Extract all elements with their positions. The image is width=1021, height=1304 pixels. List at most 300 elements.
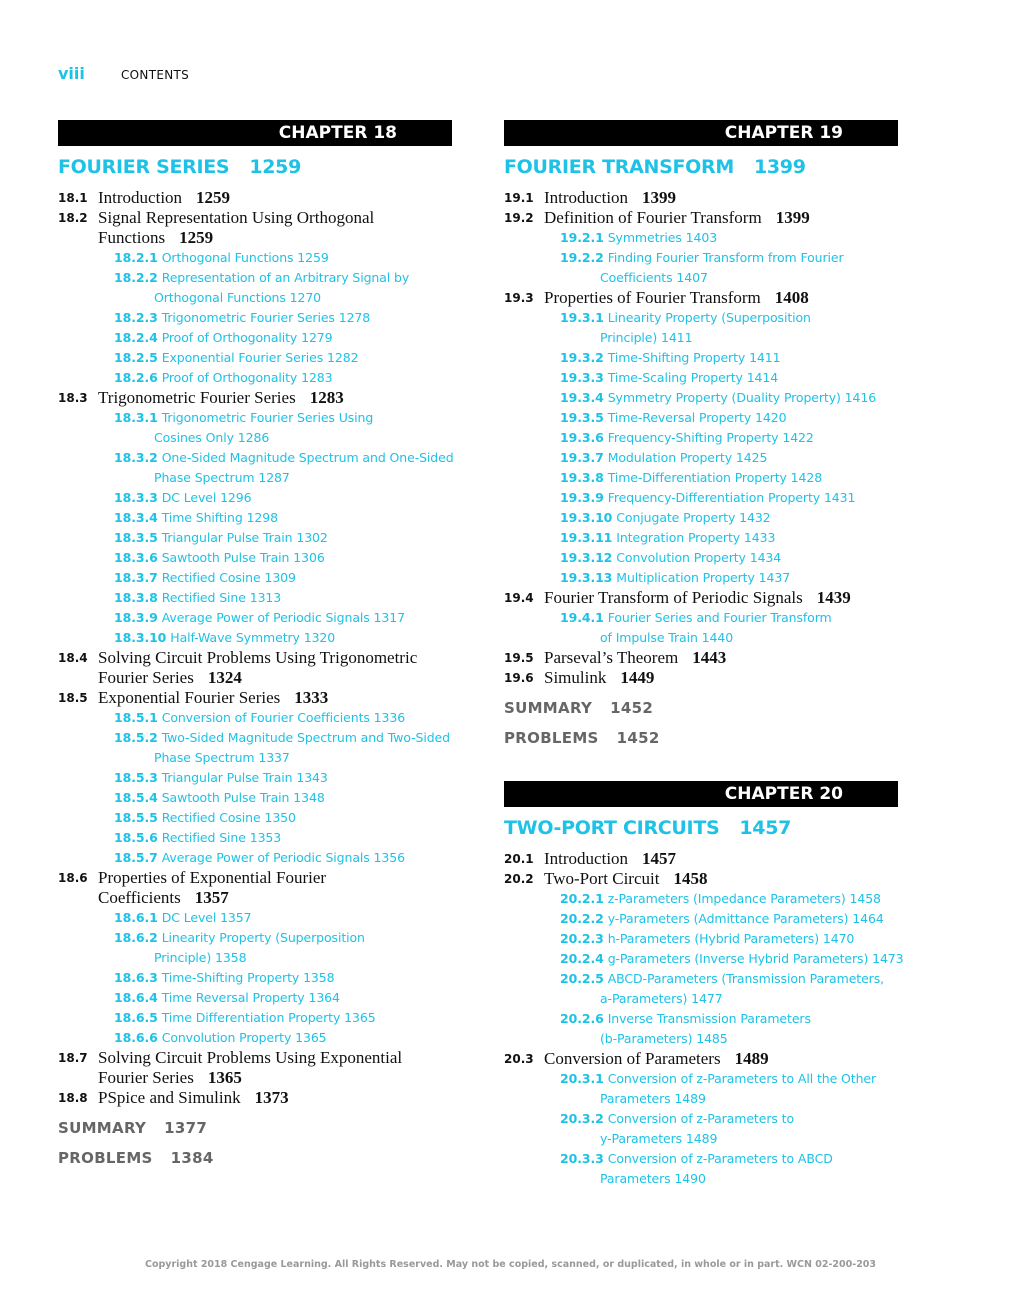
subsection-title[interactable]: Conversion of z-Parameters to All the Other	[607, 1071, 877, 1086]
subsection-title[interactable]: Symmetries 1403	[607, 230, 718, 245]
subsection-title[interactable]: Time-Scaling Property 1414	[607, 370, 779, 385]
section-title[interactable]	[544, 849, 676, 869]
summary-label[interactable]: SUMMARY	[58, 1119, 147, 1137]
subsection-row[interactable]	[504, 408, 898, 428]
subsection-title[interactable]: Frequency-Shifting Property 1422	[607, 430, 814, 445]
subsection-title-cont[interactable]: Orthogonal Functions 1270	[154, 290, 322, 305]
subsection-row[interactable]	[58, 408, 452, 428]
section-title-text[interactable]: Exponential Fourier Series	[98, 688, 281, 707]
subsection-title[interactable]: Trigonometric Fourier Series Using	[161, 410, 374, 425]
section-title[interactable]	[98, 188, 230, 208]
subsection-number: 18.3.6	[114, 550, 158, 565]
section-number: 18.1	[58, 191, 88, 205]
subsection-row[interactable]	[58, 568, 452, 588]
subsection-title[interactable]: ABCD-Parameters (Transmission Parameters,	[607, 971, 884, 986]
subsection-title-cont[interactable]: Principle) 1358	[154, 950, 247, 965]
section-row[interactable]	[58, 1048, 452, 1068]
summary-label[interactable]: SUMMARY	[504, 699, 593, 717]
subsection-title[interactable]: DC Level 1296	[161, 490, 252, 505]
problems-entry[interactable]	[504, 723, 898, 753]
subsection-title[interactable]: Proof of Orthogonality 1283	[161, 370, 333, 385]
section-title-cont[interactable]	[98, 228, 213, 248]
subsection-entry[interactable]	[560, 949, 904, 969]
subsection-number: 18.2.5	[114, 350, 158, 365]
subsection-title[interactable]: g-Parameters (Inverse Hybrid Parameters) 1473	[607, 951, 904, 966]
subsection-row[interactable]	[58, 448, 452, 468]
subsection-entry[interactable]	[114, 808, 296, 828]
subsection-row[interactable]	[58, 268, 452, 288]
chapter-title-page: 1399	[753, 156, 806, 178]
section-row[interactable]	[58, 688, 452, 708]
subsection-row[interactable]	[58, 368, 452, 388]
subsection-entry[interactable]	[560, 228, 717, 248]
section-number: 18.8	[58, 1091, 88, 1105]
section-title[interactable]	[98, 1048, 402, 1068]
subsection-number: 20.3.2	[560, 1111, 604, 1126]
subsection-continuation	[504, 989, 898, 1009]
subsection-number: 18.5.6	[114, 830, 158, 845]
subsection-title[interactable]: Time Reversal Property 1364	[161, 990, 340, 1005]
subsection-entry[interactable]	[560, 568, 790, 588]
section-title-text[interactable]: Fourier Transform of Periodic Signals	[544, 588, 803, 607]
subsection-title[interactable]: Conjugate Property 1432	[616, 510, 771, 525]
section-title[interactable]	[544, 588, 851, 608]
subsection-row[interactable]	[58, 1028, 452, 1048]
subsection-entry[interactable]	[114, 628, 335, 648]
subsection-entry[interactable]	[560, 408, 786, 428]
section-title[interactable]	[98, 688, 328, 708]
section-row[interactable]	[58, 648, 452, 668]
subsection-title[interactable]: Time-Shifting Property 1411	[607, 350, 781, 365]
subsection-title[interactable]: h-Parameters (Hybrid Parameters) 1470	[607, 931, 855, 946]
subsection-row[interactable]	[504, 929, 898, 949]
chapter-title-text: TWO-PORT CIRCUITS	[504, 817, 720, 839]
subsection-number: 18.3.3	[114, 490, 158, 505]
subsection-row[interactable]	[504, 969, 898, 989]
subsection-title[interactable]: Conversion of Fourier Coefficients 1336	[161, 710, 406, 725]
subsection-entry[interactable]	[114, 448, 454, 468]
subsection-number: 19.3.6	[560, 430, 604, 445]
section-title[interactable]	[544, 208, 810, 228]
subsection-title-cont[interactable]: Coefficients 1407	[600, 270, 708, 285]
subsection-title[interactable]: Time Shifting 1298	[161, 510, 278, 525]
subsection-row[interactable]	[58, 1008, 452, 1028]
section-title-text[interactable]: Signal Representation Using Orthogonal	[98, 208, 375, 227]
subsection-continuation	[504, 1089, 898, 1109]
subsection-entry[interactable]	[560, 969, 884, 989]
subsection-title[interactable]: Triangular Pulse Train 1302	[161, 530, 328, 545]
subsection-title[interactable]: Modulation Property 1425	[607, 450, 768, 465]
subsection-row[interactable]	[504, 448, 898, 468]
subsection-row[interactable]	[58, 928, 452, 948]
subsection-entry[interactable]	[114, 768, 328, 788]
chapter-title	[504, 807, 898, 849]
subsection-entry[interactable]	[114, 968, 334, 988]
subsection-row[interactable]	[504, 468, 898, 488]
section-title-text[interactable]: Definition of Fourier Transform	[544, 208, 762, 227]
subsection-row[interactable]	[58, 908, 452, 928]
subsection-continuation	[58, 948, 452, 968]
subsection-number: 19.3.13	[560, 570, 613, 585]
subsection-row[interactable]	[504, 548, 898, 568]
subsection-row[interactable]	[58, 528, 452, 548]
subsection-number: 18.5.7	[114, 850, 158, 865]
section-page: 1365	[207, 1068, 242, 1087]
subsection-entry[interactable]	[560, 448, 767, 468]
subsection-entry[interactable]	[114, 908, 252, 928]
subsection-row[interactable]	[58, 848, 452, 868]
subsection-entry[interactable]	[560, 248, 844, 268]
subsection-title[interactable]: z-Parameters (Impedance Parameters) 1458	[607, 891, 881, 906]
subsection-entry[interactable]	[114, 248, 329, 268]
section-row[interactable]	[58, 1088, 452, 1108]
section-title[interactable]	[544, 1049, 769, 1069]
subsection-title-cont[interactable]: Phase Spectrum 1287	[154, 470, 290, 485]
subsection-row[interactable]	[504, 308, 898, 328]
summary-page: 1452	[610, 699, 654, 717]
subsection-row[interactable]	[504, 608, 898, 628]
subsection-title[interactable]: Orthogonal Functions 1259	[161, 250, 329, 265]
subsection-entry[interactable]	[114, 788, 325, 808]
subsection-entry[interactable]	[114, 348, 358, 368]
subsection-title-cont[interactable]: Parameters 1490	[600, 1171, 706, 1186]
section-title-text[interactable]: Properties of Fourier Transform	[544, 288, 761, 307]
subsection-entry[interactable]	[114, 988, 340, 1008]
page-number: viii	[58, 64, 85, 83]
subsection-entry[interactable]	[560, 308, 811, 328]
subsection-entry[interactable]	[560, 1069, 876, 1089]
section-title-text[interactable]: Introduction	[544, 188, 629, 207]
subsection-entry[interactable]	[114, 508, 278, 528]
section-page: 1324	[207, 668, 242, 687]
subsection-entry[interactable]	[114, 848, 405, 868]
problems-label[interactable]: PROBLEMS	[504, 729, 599, 747]
subsection-number: 18.5.2	[114, 730, 158, 745]
subsection-title-cont[interactable]: Parameters 1489	[600, 1091, 706, 1106]
subsection-title-cont[interactable]: (b-Parameters) 1485	[600, 1031, 728, 1046]
section-title[interactable]	[98, 1088, 289, 1108]
section-title[interactable]	[544, 188, 676, 208]
subsection-title[interactable]: Inverse Transmission Parameters	[607, 1011, 811, 1026]
subsection-entry[interactable]	[114, 528, 328, 548]
subsection-title[interactable]: Conversion of z-Parameters to ABCD	[607, 1151, 833, 1166]
subsection-entry[interactable]	[560, 909, 884, 929]
subsection-entry[interactable]	[114, 268, 409, 288]
subsection-row[interactable]	[58, 708, 452, 728]
section-title-cont[interactable]	[98, 668, 242, 688]
subsection-row[interactable]	[58, 548, 452, 568]
chapter-label: CHAPTER 19	[504, 120, 898, 146]
subsection-title[interactable]: Two-Sided Magnitude Spectrum and Two-Sided	[161, 730, 450, 745]
subsection-title[interactable]: Rectified Cosine 1309	[161, 570, 296, 585]
section-page: 1357	[194, 888, 229, 907]
subsection-entry[interactable]	[560, 348, 780, 368]
subsection-row[interactable]	[58, 728, 452, 748]
subsection-title[interactable]: Integration Property 1433	[616, 530, 776, 545]
section-title[interactable]	[98, 868, 326, 888]
subsection-continuation	[504, 328, 898, 348]
subsection-row[interactable]	[58, 328, 452, 348]
subsection-number: 19.2.1	[560, 230, 604, 245]
subsection-title[interactable]: Linearity Property (Superposition	[161, 930, 365, 945]
subsection-title[interactable]: y-Parameters (Admittance Parameters) 1464	[607, 911, 884, 926]
subsection-entry[interactable]	[114, 728, 450, 748]
subsection-entry[interactable]	[560, 548, 781, 568]
subsection-row[interactable]	[504, 568, 898, 588]
subsection-row[interactable]	[504, 949, 904, 969]
problems-label[interactable]: PROBLEMS	[58, 1149, 153, 1167]
subsection-title-cont[interactable]: a-Parameters) 1477	[600, 991, 723, 1006]
section-title-text[interactable]: Solving Circuit Problems Using Exponential	[98, 1048, 403, 1067]
subsection-row[interactable]	[504, 1069, 898, 1089]
summary-entry[interactable]	[58, 1113, 452, 1143]
subsection-number: 18.2.2	[114, 270, 158, 285]
subsection-title[interactable]: Average Power of Periodic Signals 1317	[161, 610, 405, 625]
section-row[interactable]	[504, 1049, 898, 1069]
subsection-row[interactable]	[504, 248, 898, 268]
subsection-number: 19.3.8	[560, 470, 604, 485]
section-title-text[interactable]: Introduction	[98, 188, 183, 207]
summary-entry[interactable]	[504, 693, 898, 723]
subsection-row[interactable]	[504, 1009, 898, 1029]
subsection-title-cont[interactable]: Principle) 1411	[600, 330, 693, 345]
subsection-row[interactable]	[504, 388, 898, 408]
section-title-text[interactable]: Solving Circuit Problems Using Trigonometric	[98, 648, 418, 667]
section-title-cont[interactable]	[98, 888, 229, 908]
section-number: 19.2	[504, 211, 534, 225]
subsection-row[interactable]	[58, 608, 452, 628]
section-title[interactable]	[544, 668, 654, 688]
subsection-title[interactable]: Trigonometric Fourier Series 1278	[161, 310, 371, 325]
subsection-title[interactable]: Rectified Sine 1353	[161, 830, 282, 845]
subsection-number: 19.3.4	[560, 390, 604, 405]
section-page: 1259	[196, 188, 231, 207]
subsection-entry[interactable]	[114, 608, 405, 628]
subsection-number: 19.4.1	[560, 610, 604, 625]
subsection-row[interactable]	[58, 488, 452, 508]
subsection-number: 20.3.3	[560, 1151, 604, 1166]
section-row[interactable]	[504, 288, 898, 308]
subsection-title[interactable]: Convolution Property 1434	[616, 550, 782, 565]
subsection-title[interactable]: Representation of an Arbitrary Signal by	[161, 270, 410, 285]
subsection-entry[interactable]	[560, 508, 771, 528]
subsection-number: 18.6.3	[114, 970, 158, 985]
subsection-number: 20.2.1	[560, 891, 604, 906]
subsection-row[interactable]	[58, 308, 452, 328]
subsection-title[interactable]: Sawtooth Pulse Train 1306	[161, 550, 325, 565]
subsection-row[interactable]	[504, 488, 898, 508]
section-title-cont[interactable]	[98, 1068, 242, 1088]
subsection-entry[interactable]	[560, 1109, 794, 1129]
section-row[interactable]	[58, 388, 452, 408]
subsection-number: 18.2.3	[114, 310, 158, 325]
subsection-title[interactable]: Finding Fourier Transform from Fourier	[607, 250, 844, 265]
subsection-title[interactable]: Symmetry Property (Duality Property) 1416	[607, 390, 877, 405]
subsection-number: 18.5.4	[114, 790, 158, 805]
subsection-entry[interactable]	[560, 468, 822, 488]
subsection-title[interactable]: Average Power of Periodic Signals 1356	[161, 850, 405, 865]
subsection-row[interactable]	[58, 968, 452, 988]
subsection-title[interactable]: Half-Wave Symmetry 1320	[170, 630, 336, 645]
section-row[interactable]	[504, 849, 898, 869]
subsection-row[interactable]	[58, 508, 452, 528]
subsection-entry[interactable]	[114, 568, 296, 588]
section-title-text[interactable]: Simulink	[544, 668, 607, 687]
subsection-row[interactable]	[504, 528, 898, 548]
subsection-title[interactable]: DC Level 1357	[161, 910, 252, 925]
subsection-entry[interactable]	[560, 528, 775, 548]
subsection-row[interactable]	[58, 348, 452, 368]
subsection-title-cont[interactable]: y-Parameters 1489	[600, 1131, 718, 1146]
section-row[interactable]	[504, 869, 898, 889]
subsection-title[interactable]: Frequency-Differentiation Property 1431	[607, 490, 856, 505]
subsection-entry[interactable]	[560, 929, 854, 949]
subsection-entry[interactable]	[560, 428, 814, 448]
subsection-row[interactable]	[58, 588, 452, 608]
subsection-number: 18.3.1	[114, 410, 158, 425]
section-title-text[interactable]: Two-Port Circuit	[544, 869, 660, 888]
subsection-row[interactable]	[504, 348, 898, 368]
subsection-number: 18.5.3	[114, 770, 158, 785]
subsection-title[interactable]: One-Sided Magnitude Spectrum and One-Sided	[161, 450, 454, 465]
subsection-row[interactable]	[58, 768, 452, 788]
subsection-number: 18.6.6	[114, 1030, 158, 1045]
subsection-number: 20.2.6	[560, 1011, 604, 1026]
subsection-title[interactable]: Time-Differentiation Property 1428	[607, 470, 823, 485]
subsection-title[interactable]: Time Differentiation Property 1365	[161, 1010, 376, 1025]
subsection-entry[interactable]	[114, 488, 252, 508]
section-title-cont-text[interactable]: Fourier Series	[98, 1068, 194, 1087]
section-row[interactable]	[58, 868, 452, 888]
subsection-continuation	[504, 1129, 898, 1149]
subsection-title[interactable]: Fourier Series and Fourier Transform	[607, 610, 832, 625]
subsection-title[interactable]: Proof of Orthogonality 1279	[161, 330, 333, 345]
subsection-entry[interactable]	[114, 588, 281, 608]
subsection-row[interactable]	[504, 1109, 898, 1129]
subsection-entry[interactable]	[114, 928, 365, 948]
section-number: 20.1	[504, 852, 534, 866]
section-row[interactable]	[58, 208, 452, 228]
section-title-cont-text[interactable]: Functions	[98, 228, 166, 247]
subsection-title[interactable]: Sawtooth Pulse Train 1348	[161, 790, 325, 805]
subsection-row[interactable]	[504, 889, 898, 909]
subsection-continuation	[504, 1029, 898, 1049]
section-page: 1333	[294, 688, 329, 707]
section-number: 20.3	[504, 1052, 534, 1066]
chapter-title-text: FOURIER SERIES	[58, 156, 230, 178]
subsection-number: 19.3.12	[560, 550, 613, 565]
chapter-title-page: 1259	[249, 156, 301, 178]
subsection-title[interactable]: Exponential Fourier Series 1282	[161, 350, 359, 365]
section-row[interactable]	[504, 588, 898, 608]
section-title-cont-text[interactable]: Coefficients	[98, 888, 181, 907]
subsection-row[interactable]	[58, 828, 452, 848]
subsection-row[interactable]	[504, 428, 898, 448]
subsection-row[interactable]	[504, 368, 898, 388]
subsection-row[interactable]	[58, 248, 452, 268]
subsection-entry[interactable]	[114, 1028, 327, 1048]
subsection-title[interactable]: Conversion of z-Parameters to	[607, 1111, 795, 1126]
subsection-row[interactable]	[58, 628, 452, 648]
section-row[interactable]	[58, 188, 452, 208]
section-title[interactable]	[98, 208, 374, 228]
chapter-title-text: FOURIER TRANSFORM	[504, 156, 734, 178]
section-title-text[interactable]: Trigonometric Fourier Series	[98, 388, 296, 407]
subsection-entry[interactable]	[560, 889, 881, 909]
subsection-entry[interactable]	[114, 708, 405, 728]
subsection-entry[interactable]	[114, 328, 333, 348]
subsection-entry[interactable]	[114, 548, 325, 568]
subsection-entry[interactable]	[560, 1009, 811, 1029]
subsection-entry[interactable]	[114, 368, 333, 388]
problems-entry[interactable]	[58, 1143, 452, 1173]
subsection-row[interactable]	[58, 808, 452, 828]
subsection-row[interactable]	[504, 909, 898, 929]
section-title[interactable]	[544, 648, 726, 668]
subsection-number: 18.6.4	[114, 990, 158, 1005]
subsection-title-cont[interactable]: of Impulse Train 1440	[600, 630, 734, 645]
subsection-entry[interactable]	[114, 308, 370, 328]
problems-page: 1384	[170, 1149, 214, 1167]
section-row[interactable]	[504, 648, 898, 668]
subsection-row[interactable]	[504, 1149, 898, 1169]
section-title[interactable]	[98, 648, 417, 668]
section-title[interactable]	[98, 388, 344, 408]
subsection-row[interactable]	[504, 508, 898, 528]
subsection-entry[interactable]	[114, 1008, 376, 1028]
subsection-title[interactable]: Triangular Pulse Train 1343	[161, 770, 328, 785]
subsection-title[interactable]: Multiplication Property 1437	[616, 570, 791, 585]
section-page: 1373	[254, 1088, 289, 1107]
section-row[interactable]	[504, 208, 898, 228]
section-title-text[interactable]: PSpice and Simulink	[98, 1088, 241, 1107]
subsection-title-cont[interactable]: Cosines Only 1286	[154, 430, 270, 445]
subsection-number: 19.3.5	[560, 410, 604, 425]
section-row[interactable]	[504, 188, 898, 208]
running-head: CONTENTS	[121, 68, 190, 82]
subsection-title[interactable]: Linearity Property (Superposition	[607, 310, 811, 325]
subsection-entry[interactable]	[114, 408, 373, 428]
section-title-text[interactable]: Parseval’s Theorem	[544, 648, 679, 667]
subsection-title[interactable]: Convolution Property 1365	[161, 1030, 327, 1045]
subsection-title[interactable]: Time-Shifting Property 1358	[161, 970, 335, 985]
subsection-title[interactable]: Rectified Cosine 1350	[161, 810, 296, 825]
subsection-row[interactable]	[504, 228, 898, 248]
subsection-entry[interactable]	[560, 368, 778, 388]
subsection-entry[interactable]	[560, 488, 855, 508]
subsection-row[interactable]	[58, 988, 452, 1008]
section-number: 19.6	[504, 671, 534, 685]
subsection-entry[interactable]	[560, 388, 876, 408]
subsection-title[interactable]: Rectified Sine 1313	[161, 590, 282, 605]
subsection-title[interactable]: Time-Reversal Property 1420	[607, 410, 787, 425]
section-title-text[interactable]: Conversion of Parameters	[544, 1049, 721, 1068]
section-number: 18.7	[58, 1051, 88, 1065]
section-title-text[interactable]: Introduction	[544, 849, 629, 868]
section-title-text[interactable]: Properties of Exponential Fourier	[98, 868, 327, 887]
subsection-title-cont[interactable]: Phase Spectrum 1337	[154, 750, 290, 765]
section-title-cont-text[interactable]: Fourier Series	[98, 668, 194, 687]
subsection-number: 18.3.9	[114, 610, 158, 625]
subsection-row[interactable]	[58, 788, 452, 808]
section-title[interactable]	[544, 288, 809, 308]
subsection-number: 19.2.2	[560, 250, 604, 265]
section-title[interactable]	[544, 869, 707, 889]
subsection-entry[interactable]	[114, 828, 281, 848]
section-row[interactable]	[504, 668, 898, 688]
subsection-entry[interactable]	[560, 608, 832, 628]
subsection-entry[interactable]	[560, 1149, 833, 1169]
